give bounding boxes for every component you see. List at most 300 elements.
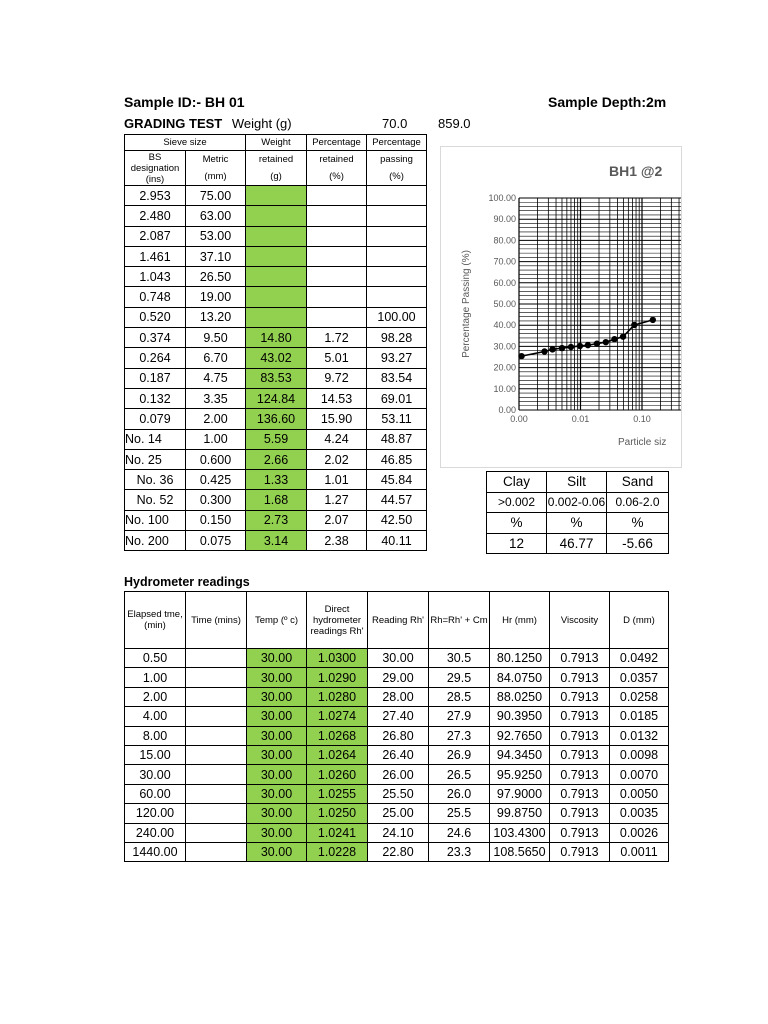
hydrometer-cell [186, 804, 247, 823]
hydrometer-cell: 84.0750 [490, 668, 550, 687]
data-point [577, 343, 583, 349]
hydrometer-cell: 25.50 [368, 784, 429, 803]
hydrometer-cell [186, 726, 247, 745]
sieve-table [124, 134, 427, 551]
y-tick-label: 70.00 [493, 256, 516, 267]
table-row [125, 287, 427, 307]
hydrometer-cell: 1.00 [125, 668, 186, 687]
hydrometer-cell: 1.0250 [307, 804, 368, 823]
soil-ranges-cell: >0.002 [487, 492, 547, 513]
hydrometer-cell: 92.7650 [490, 726, 550, 745]
metric-cell: 75.00 [186, 186, 246, 206]
hydrometer-cell: 0.0070 [610, 765, 669, 784]
weight-retained-cell [246, 226, 307, 246]
percentage-retained-cell: 14.53 [307, 388, 367, 408]
hydrometer-cell: 30.00 [247, 668, 307, 687]
hydrometer-cell: 26.80 [368, 726, 429, 745]
percentage-passing-cell: 46.85 [367, 449, 427, 469]
table-row [125, 823, 669, 842]
table-row [125, 804, 669, 823]
metric-cell: 26.50 [186, 267, 246, 287]
soil-names-cell: Silt [547, 472, 607, 493]
hydrometer-cell: 0.0011 [610, 842, 669, 861]
metric-cell: 53.00 [186, 226, 246, 246]
weight-retained-cell: 14.80 [246, 328, 307, 348]
hydrometer-cell: 0.0050 [610, 784, 669, 803]
hydrometer-cell: 26.00 [368, 765, 429, 784]
metric-cell: 19.00 [186, 287, 246, 307]
header-weight: Weight [246, 135, 307, 151]
percentage-retained-cell [307, 226, 367, 246]
hydrometer-title: Hydrometer readings [124, 575, 250, 589]
hydrometer-cell: 0.7913 [550, 765, 610, 784]
percentage-retained-cell [307, 287, 367, 307]
header-weight-unit: (g) [270, 171, 282, 182]
percentage-retained-cell: 9.72 [307, 368, 367, 388]
chart-title: BH1 @2 [609, 163, 663, 179]
metric-cell: 3.35 [186, 388, 246, 408]
soil-units-cell: % [487, 513, 547, 534]
data-point [650, 317, 656, 323]
percentage-passing-cell: 98.28 [367, 328, 427, 348]
hydrometer-header-cell: Rh=Rh' + Cm [429, 592, 490, 649]
hydrometer-cell: 8.00 [125, 726, 186, 745]
data-point [620, 333, 626, 339]
header-metric [186, 151, 246, 186]
hydrometer-cell [186, 745, 247, 764]
x-axis-label: Particle siz [618, 437, 667, 448]
hydrometer-cell: 1.0274 [307, 707, 368, 726]
table-row [125, 765, 669, 784]
table-row [125, 707, 669, 726]
hydrometer-cell: 27.3 [429, 726, 490, 745]
x-tick-label: 0.01 [571, 414, 590, 424]
soil-row-values [487, 533, 669, 554]
hydrometer-cell: 30.00 [247, 649, 307, 668]
bs-designation-cell: 2.087 [125, 226, 186, 246]
y-axis-label: Percentage Passing (%) [461, 250, 472, 358]
hydrometer-cell: 0.7913 [550, 823, 610, 842]
weight-retained-cell [246, 307, 307, 327]
percentage-retained-cell: 1.01 [307, 470, 367, 490]
hydrometer-cell: 30.00 [247, 726, 307, 745]
header-metric-unit: (mm) [204, 171, 227, 182]
table-row [125, 470, 427, 490]
hydrometer-cell: 0.7913 [550, 707, 610, 726]
soil-names-cell: Clay [487, 472, 547, 493]
header-metric-label: Metric [202, 154, 229, 165]
table-row [125, 429, 427, 449]
hydrometer-cell: 0.0258 [610, 687, 669, 706]
percentage-retained-cell: 5.01 [307, 348, 367, 368]
table-row [125, 246, 427, 266]
bs-designation-cell: No. 200 [125, 531, 186, 551]
percentage-retained-cell: 1.27 [307, 490, 367, 510]
hydrometer-header-cell: Elapsed tme,(min) [125, 592, 186, 649]
hydrometer-cell: 99.8750 [490, 804, 550, 823]
table-row [125, 531, 427, 551]
hydrometer-cell: 26.40 [368, 745, 429, 764]
hydrometer-header-cell: Time (mins) [186, 592, 247, 649]
header-pct-pass-unit: (%) [389, 171, 404, 182]
metric-cell: 0.600 [186, 449, 246, 469]
metric-cell: 0.075 [186, 531, 246, 551]
table-row [125, 267, 427, 287]
table-row [125, 206, 427, 226]
hydrometer-cell: 103.4300 [490, 823, 550, 842]
soil-ranges-cell: 0.06-2.0 [607, 492, 669, 513]
bs-designation-cell: 1.461 [125, 246, 186, 266]
bs-designation-cell: 2.480 [125, 206, 186, 226]
hydrometer-cell [186, 668, 247, 687]
hydrometer-cell [186, 823, 247, 842]
bs-designation-cell: 0.187 [125, 368, 186, 388]
hydrometer-cell: 0.7913 [550, 745, 610, 764]
hydrometer-cell: 30.00 [247, 784, 307, 803]
grading-chart-svg [441, 147, 681, 467]
hydrometer-cell: 0.7913 [550, 726, 610, 745]
percentage-passing-cell: 42.50 [367, 510, 427, 530]
hydrometer-cell: 0.0492 [610, 649, 669, 668]
hydrometer-cell: 26.0 [429, 784, 490, 803]
x-tick-label: 0.00 [510, 414, 528, 424]
hydrometer-cell: 29.00 [368, 668, 429, 687]
hydrometer-cell: 30.00 [247, 765, 307, 784]
percentage-passing-cell [367, 287, 427, 307]
header-pct-pass-label: passing [380, 154, 413, 165]
hydrometer-cell: 29.5 [429, 668, 490, 687]
percentage-retained-cell: 15.90 [307, 409, 367, 429]
data-point [585, 342, 591, 348]
hydrometer-cell: 26.5 [429, 765, 490, 784]
header-pct-ret-sub [307, 151, 367, 186]
bs-designation-cell: 0.079 [125, 409, 186, 429]
soil-ranges-cell: 0.002-0.06 [547, 492, 607, 513]
table-row [125, 784, 669, 803]
weight-retained-cell: 136.60 [246, 409, 307, 429]
header-pct-passing: Percentage [367, 135, 427, 151]
percentage-passing-cell: 44.57 [367, 490, 427, 510]
table-row [125, 649, 669, 668]
hydrometer-cell: 1.0255 [307, 784, 368, 803]
y-tick-label: 50.00 [493, 299, 516, 309]
hydrometer-cell [186, 649, 247, 668]
hydrometer-cell [186, 784, 247, 803]
percentage-retained-cell [307, 206, 367, 226]
metric-cell: 0.150 [186, 510, 246, 530]
header-weight-retained: retained [258, 154, 294, 165]
hydrometer-header-cell: Temp (º c) [247, 592, 307, 649]
bs-designation-cell: No. 25 [125, 449, 186, 469]
hydrometer-cell: 27.9 [429, 707, 490, 726]
hydrometer-cell: 30.00 [247, 687, 307, 706]
y-tick-label: 20.00 [493, 362, 516, 373]
percentage-passing-cell: 53.11 [367, 409, 427, 429]
hydrometer-cell: 0.0357 [610, 668, 669, 687]
percentage-retained-cell: 2.38 [307, 531, 367, 551]
hydrometer-cell [186, 707, 247, 726]
sample-id: Sample ID:- BH 01 [124, 94, 245, 110]
hydrometer-cell: 1440.00 [125, 842, 186, 861]
data-point [603, 339, 609, 345]
data-point [568, 344, 574, 350]
bs-designation-cell: 0.520 [125, 307, 186, 327]
grading-test-row [124, 116, 292, 131]
bs-designation-cell: 0.264 [125, 348, 186, 368]
soil-row-names [487, 472, 669, 493]
bs-designation-cell: 1.043 [125, 267, 186, 287]
hydrometer-cell: 88.0250 [490, 687, 550, 706]
hydrometer-cell: 0.7913 [550, 687, 610, 706]
bs-designation-cell: No. 14 [125, 429, 186, 449]
hydrometer-cell: 120.00 [125, 804, 186, 823]
hydrometer-cell: 95.9250 [490, 765, 550, 784]
percentage-retained-cell: 4.24 [307, 429, 367, 449]
y-tick-label: 10.00 [493, 383, 516, 394]
soil-values-cell: -5.66 [607, 533, 669, 554]
metric-cell: 4.75 [186, 368, 246, 388]
weight-value-1: 70.0 [382, 116, 408, 131]
y-tick-label: 90.00 [493, 214, 516, 225]
metric-cell: 13.20 [186, 307, 246, 327]
header-pct-retained: Percentage [307, 135, 367, 151]
hydrometer-header-cell: Hr (mm) [490, 592, 550, 649]
hydrometer-cell: 24.6 [429, 823, 490, 842]
soil-row-ranges [487, 492, 669, 513]
percentage-passing-cell: 100.00 [367, 307, 427, 327]
soil-values-cell: 46.77 [547, 533, 607, 554]
percentage-passing-cell: 48.87 [367, 429, 427, 449]
weight-retained-cell: 5.59 [246, 429, 307, 449]
hydrometer-cell: 1.0228 [307, 842, 368, 861]
weight-retained-cell [246, 287, 307, 307]
hydrometer-cell: 30.00 [125, 765, 186, 784]
table-row [125, 307, 427, 327]
x-tick-label: 0.10 [633, 414, 651, 424]
table-row [125, 409, 427, 429]
sample-depth: Sample Depth:2m [548, 94, 667, 110]
hydrometer-cell: 30.00 [247, 842, 307, 861]
hydrometer-cell: 30.00 [247, 823, 307, 842]
weight-retained-cell: 3.14 [246, 531, 307, 551]
hydrometer-cell: 28.00 [368, 687, 429, 706]
metric-cell: 2.00 [186, 409, 246, 429]
hydrometer-cell [186, 687, 247, 706]
hydrometer-cell: 1.0264 [307, 745, 368, 764]
hydrometer-header-cell: D (mm) [610, 592, 669, 649]
metric-cell: 9.50 [186, 328, 246, 348]
bs-designation-cell: 0.132 [125, 388, 186, 408]
soil-values-cell: 12 [487, 533, 547, 554]
table-row [125, 186, 427, 206]
header-sieve-size: Sieve size [125, 135, 246, 151]
metric-cell: 0.425 [186, 470, 246, 490]
hydrometer-cell: 1.0290 [307, 668, 368, 687]
percentage-passing-cell [367, 267, 427, 287]
table-row [125, 348, 427, 368]
percentage-retained-cell [307, 186, 367, 206]
data-point [611, 336, 617, 342]
data-point [594, 340, 600, 346]
data-point [541, 348, 547, 354]
table-row [125, 842, 669, 861]
weight-label: Weight (g) [231, 116, 292, 131]
percentage-passing-cell [367, 186, 427, 206]
hydrometer-cell: 1.0300 [307, 649, 368, 668]
hydrometer-cell: 25.00 [368, 804, 429, 823]
table-row [125, 687, 669, 706]
y-tick-label: 100.00 [488, 193, 516, 203]
hydrometer-cell: 94.3450 [490, 745, 550, 764]
hydrometer-cell: 15.00 [125, 745, 186, 764]
weight-retained-cell: 1.68 [246, 490, 307, 510]
table-row [125, 510, 427, 530]
soil-names-cell: Sand [607, 472, 669, 493]
header-pct-ret-unit: (%) [329, 171, 344, 182]
hydrometer-cell: 0.7913 [550, 649, 610, 668]
percentage-passing-cell [367, 226, 427, 246]
percentage-passing-cell: 69.01 [367, 388, 427, 408]
hydrometer-cell: 240.00 [125, 823, 186, 842]
hydrometer-cell: 0.7913 [550, 784, 610, 803]
hydrometer-cell: 26.9 [429, 745, 490, 764]
table-row [125, 449, 427, 469]
hydrometer-cell: 30.00 [368, 649, 429, 668]
y-tick-label: 30.00 [493, 341, 516, 352]
weight-retained-cell [246, 267, 307, 287]
hydrometer-cell: 60.00 [125, 784, 186, 803]
percentage-retained-cell: 2.02 [307, 449, 367, 469]
metric-cell: 6.70 [186, 348, 246, 368]
percentage-passing-cell: 40.11 [367, 531, 427, 551]
hydrometer-cell: 0.0098 [610, 745, 669, 764]
table-row [125, 368, 427, 388]
hydrometer-cell: 23.3 [429, 842, 490, 861]
header-pct-pass-sub [367, 151, 427, 186]
hydrometer-cell: 108.5650 [490, 842, 550, 861]
percentage-passing-cell [367, 246, 427, 266]
bs-designation-cell: No. 52 [125, 490, 186, 510]
header-pct-ret-label: retained [319, 154, 354, 165]
soil-classification-table [486, 471, 669, 554]
grading-chart [440, 146, 682, 468]
table-row [125, 388, 427, 408]
hydrometer-header-cell: Viscosity [550, 592, 610, 649]
percentage-retained-cell: 1.72 [307, 328, 367, 348]
hydrometer-header-row [125, 592, 669, 649]
hydrometer-cell: 0.7913 [550, 668, 610, 687]
table-row [125, 745, 669, 764]
soil-row-units [487, 513, 669, 534]
y-tick-label: 60.00 [493, 277, 516, 288]
y-tick-label: 0.00 [498, 405, 516, 415]
hydrometer-cell: 0.0185 [610, 707, 669, 726]
percentage-passing-cell: 83.54 [367, 368, 427, 388]
weight-retained-cell: 124.84 [246, 388, 307, 408]
data-point [559, 345, 565, 351]
hydrometer-cell [186, 765, 247, 784]
weight-retained-cell: 43.02 [246, 348, 307, 368]
bs-designation-cell: 2.953 [125, 186, 186, 206]
header-weight-sub [246, 151, 307, 186]
table-row [125, 328, 427, 348]
hydrometer-cell: 97.9000 [490, 784, 550, 803]
hydrometer-cell: 30.00 [247, 804, 307, 823]
table-row [125, 226, 427, 246]
weight-retained-cell: 1.33 [246, 470, 307, 490]
hydrometer-header-cell: Reading Rh' [368, 592, 429, 649]
hydrometer-header-cell: Direct hydrometer readings Rh' [307, 592, 368, 649]
hydrometer-cell: 30.5 [429, 649, 490, 668]
hydrometer-cell: 1.0268 [307, 726, 368, 745]
hydrometer-cell: 0.0035 [610, 804, 669, 823]
bs-designation-cell: No. 100 [125, 510, 186, 530]
metric-cell: 1.00 [186, 429, 246, 449]
hydrometer-cell: 24.10 [368, 823, 429, 842]
hydrometer-cell: 4.00 [125, 707, 186, 726]
percentage-passing-cell [367, 206, 427, 226]
hydrometer-cell: 0.7913 [550, 842, 610, 861]
table-row [125, 490, 427, 510]
grading-test-label: GRADING TEST [124, 116, 223, 131]
hydrometer-cell: 1.0280 [307, 687, 368, 706]
percentage-passing-cell: 93.27 [367, 348, 427, 368]
weight-retained-cell [246, 186, 307, 206]
weight-retained-cell: 2.73 [246, 510, 307, 530]
bs-designation-cell: 0.748 [125, 287, 186, 307]
bs-designation-cell: 0.374 [125, 328, 186, 348]
hydrometer-cell: 1.0260 [307, 765, 368, 784]
hydrometer-cell: 0.0026 [610, 823, 669, 842]
hydrometer-cell: 28.5 [429, 687, 490, 706]
data-point [549, 346, 555, 352]
hydrometer-cell: 0.50 [125, 649, 186, 668]
hydrometer-cell: 0.0132 [610, 726, 669, 745]
soil-units-cell: % [547, 513, 607, 534]
bs-designation-cell: No. 36 [125, 470, 186, 490]
hydrometer-cell: 25.5 [429, 804, 490, 823]
table-row [125, 668, 669, 687]
metric-cell: 0.300 [186, 490, 246, 510]
hydrometer-cell: 1.0241 [307, 823, 368, 842]
metric-cell: 63.00 [186, 206, 246, 226]
y-tick-label: 40.00 [493, 320, 516, 331]
soil-units-cell: % [607, 513, 669, 534]
percentage-passing-cell: 45.84 [367, 470, 427, 490]
hydrometer-cell: 90.3950 [490, 707, 550, 726]
hydrometer-cell: 2.00 [125, 687, 186, 706]
table-row [125, 726, 669, 745]
header-bs-designation: BS designation (ins) [125, 151, 186, 186]
y-tick-label: 80.00 [493, 235, 516, 246]
data-point [518, 353, 524, 359]
weight-retained-cell: 83.53 [246, 368, 307, 388]
weight-retained-cell [246, 246, 307, 266]
hydrometer-cell [186, 842, 247, 861]
hydrometer-cell: 80.1250 [490, 649, 550, 668]
percentage-retained-cell [307, 246, 367, 266]
weight-retained-cell: 2.66 [246, 449, 307, 469]
data-point [631, 322, 637, 328]
hydrometer-cell: 30.00 [247, 745, 307, 764]
weight-retained-cell [246, 206, 307, 226]
hydrometer-cell: 30.00 [247, 707, 307, 726]
hydrometer-cell: 22.80 [368, 842, 429, 861]
weight-value-2: 859.0 [438, 116, 471, 131]
percentage-retained-cell: 2.07 [307, 510, 367, 530]
percentage-retained-cell [307, 267, 367, 287]
hydrometer-cell: 27.40 [368, 707, 429, 726]
